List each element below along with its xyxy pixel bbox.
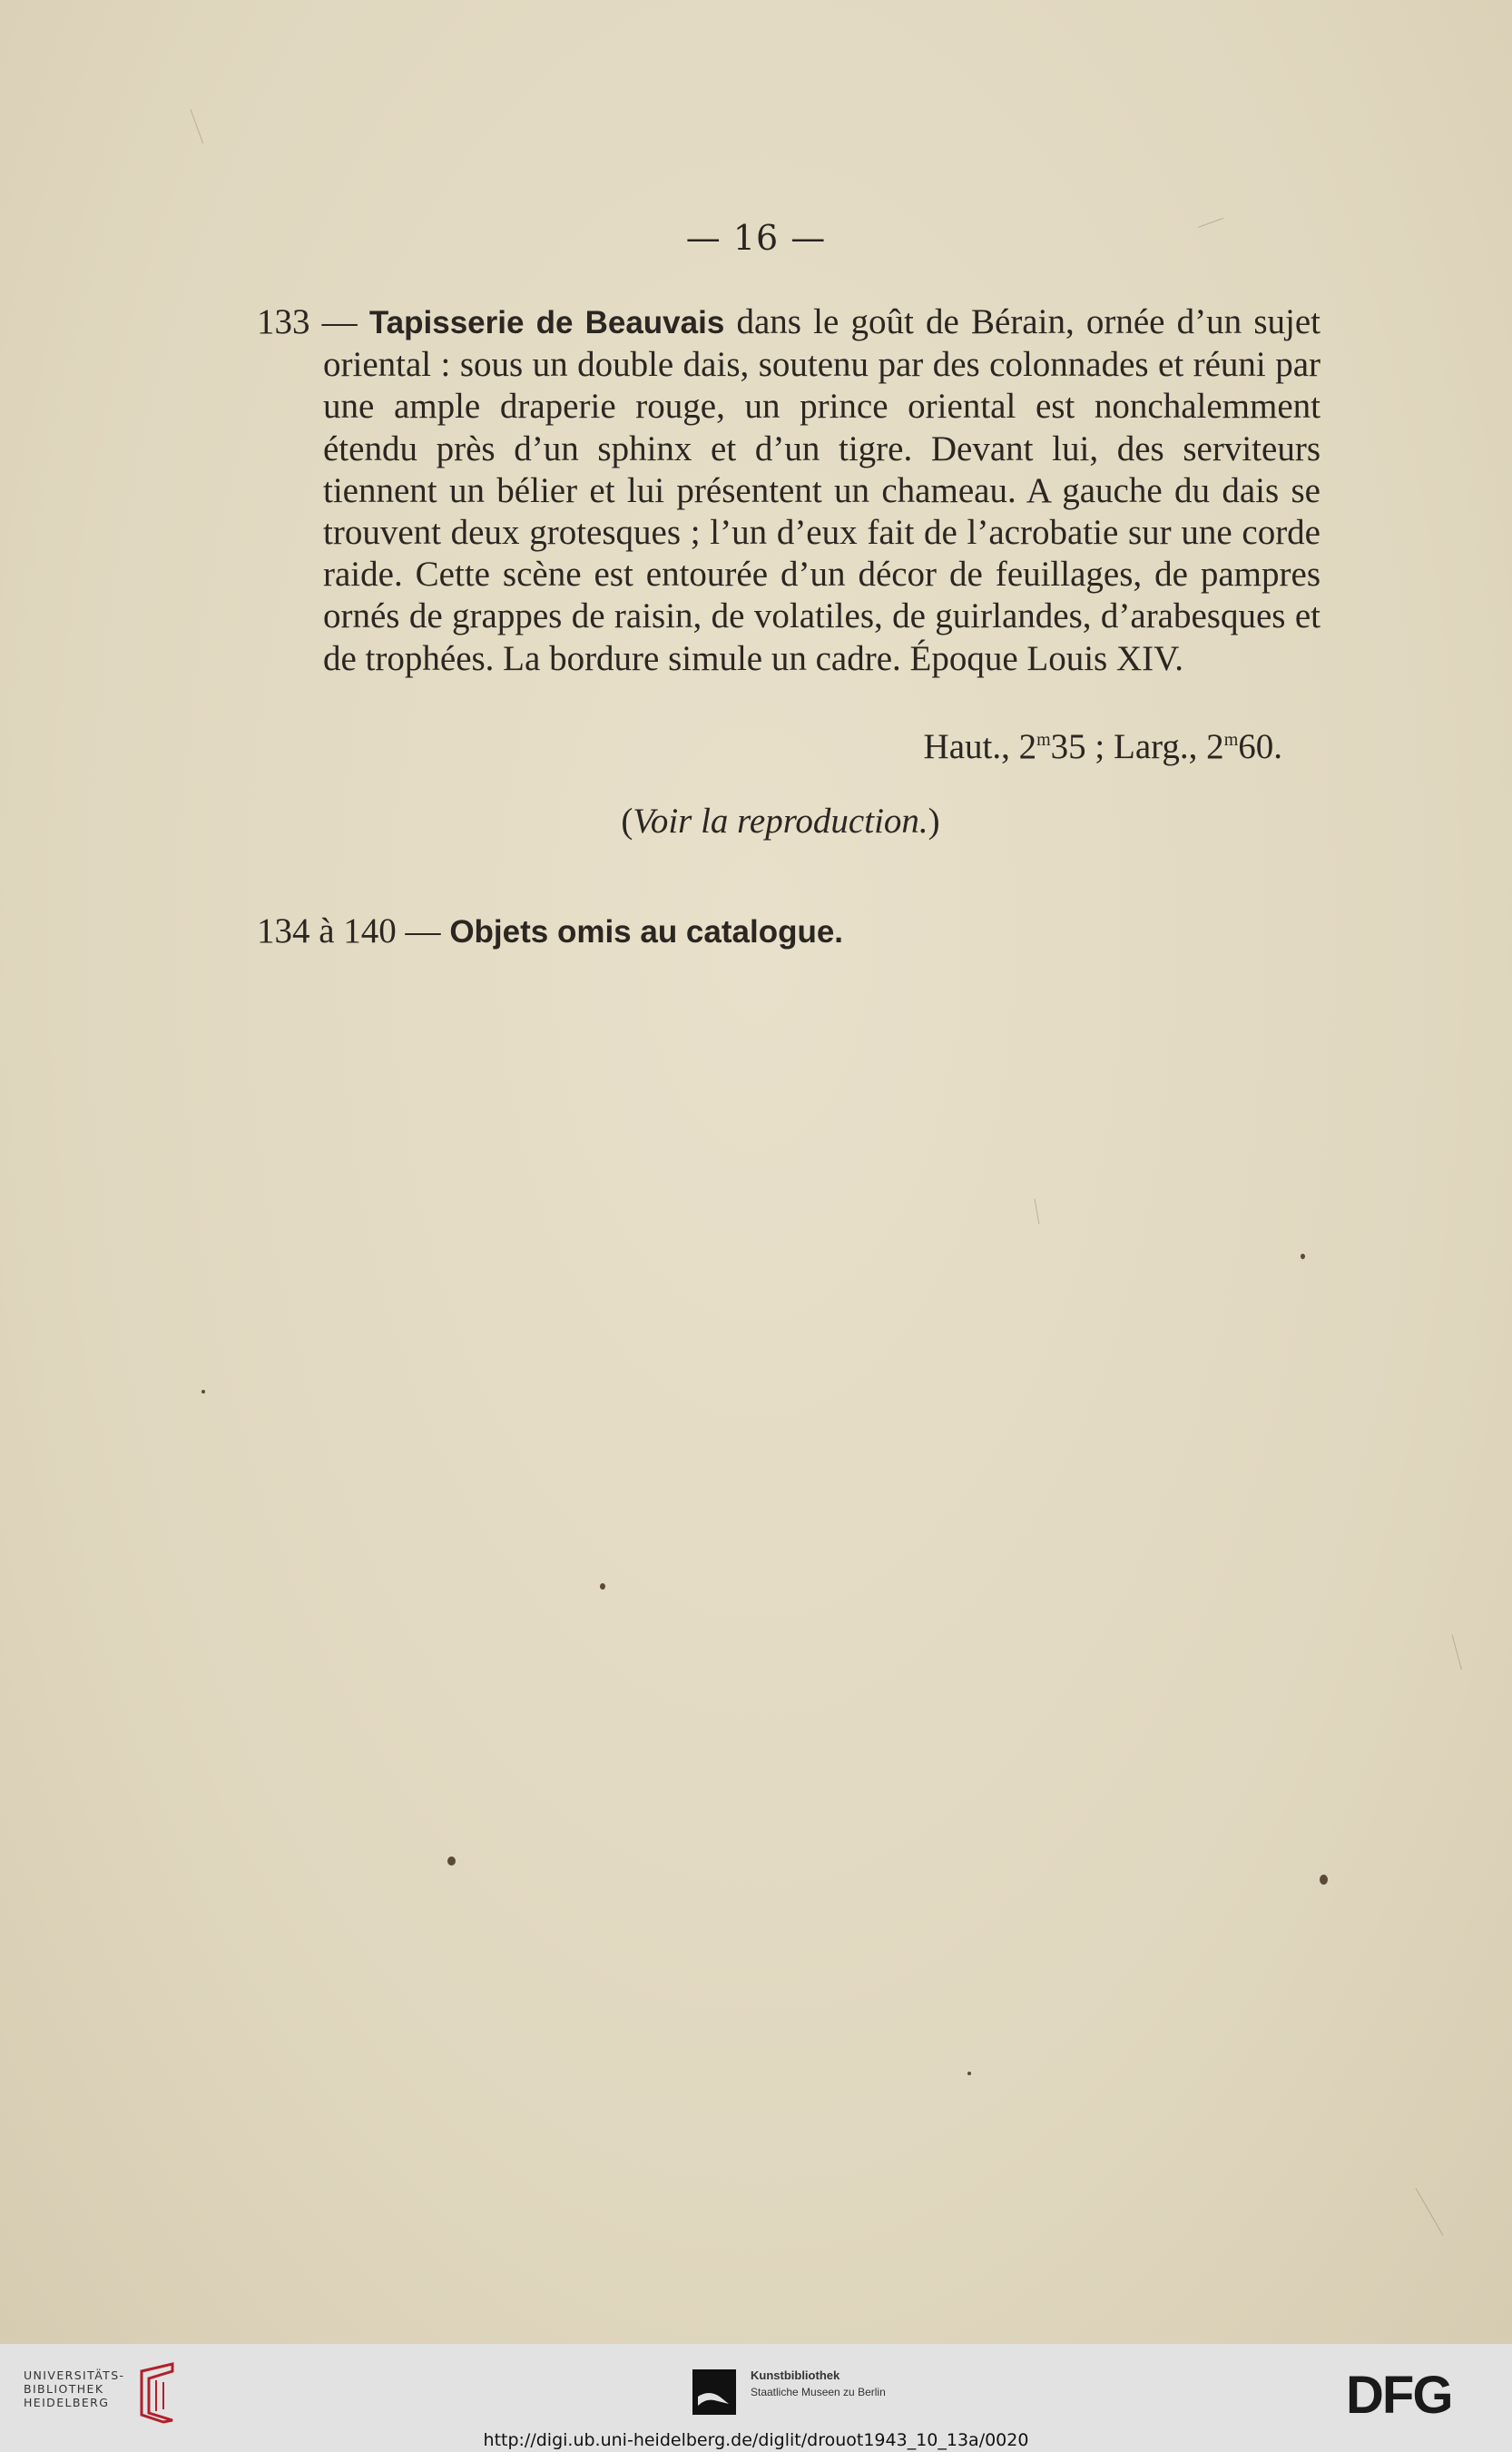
paper-speck	[201, 1390, 205, 1393]
paren-close: )	[928, 802, 940, 841]
entry-description: dans le goût de Bérain, ornée d’un sujet oriental : sous un double dais, soutenu par des colonnades et réuni par une ample draperie rouge, un prince oriental est nonchalemment étendu près d’un sphinx et d’un tigre. Devant lui, des serviteurs tiennent un bélier et lui présentent un chameau. A gauche du dais se trouvent deux grotesques ; l’un d’eux fait de l’acrobatie sur une corde raide. Cette scène est entourée d’un décor de feuillages, de pampres ornés de grappes de raisin, de volatiles, de guirlandes, d’arabesques et de trophées. La bordure simule un cadre. Époque Louis XIV.	[323, 302, 1321, 678]
entry-number: 134 à 140 —	[257, 911, 441, 950]
uni-line: UNIVERSITÄTS-	[24, 2368, 125, 2382]
entry-title: Objets omis au catalogue.	[449, 914, 844, 950]
kunstbibliothek-logo-icon	[692, 2369, 736, 2415]
entry-dimensions	[924, 726, 1282, 767]
entry-number: 133 —	[257, 302, 358, 341]
entry-title: Tapisserie de Beauvais	[368, 305, 725, 340]
university-logo-icon	[136, 2360, 183, 2424]
paper-fiber	[1452, 1634, 1462, 1669]
paper-speck	[967, 2072, 971, 2075]
source-url[interactable]: http://digi.ub.uni-heidelberg.de/diglit/drouot1943_10_13a/0020	[483, 2430, 1029, 2450]
dimension-height-value: 35 ; Larg., 2	[1050, 727, 1224, 766]
dimension-width-value: 60.	[1238, 727, 1282, 766]
kb-name: Kunstbibliothek	[751, 2368, 840, 2382]
paper-speck	[1301, 1254, 1305, 1259]
catalogue-entry-133	[257, 301, 1321, 680]
paper-speck	[447, 1856, 456, 1866]
dimension-unit: m	[1036, 730, 1051, 750]
paper-fiber	[1035, 1198, 1040, 1224]
see-reproduction-note	[0, 801, 1512, 842]
see-reproduction-text: Voir la reproduction.	[633, 802, 928, 841]
dfg-logo: DFG	[1346, 2366, 1452, 2425]
university-library-label	[24, 2368, 124, 2409]
dimension-height-label: Haut., 2	[923, 727, 1037, 766]
page-number: — 16 —	[685, 218, 827, 258]
paper-speck	[600, 1583, 605, 1590]
kunstbibliothek-label	[751, 2368, 886, 2400]
paper-fiber	[1416, 2188, 1444, 2235]
catalogue-entry-134-140	[257, 911, 843, 951]
paren-open: (	[621, 802, 633, 841]
uni-line: HEIDELBERG	[24, 2396, 110, 2409]
kb-subtitle: Staatliche Museen zu Berlin	[751, 2386, 886, 2398]
dimension-unit: m	[1223, 730, 1239, 750]
digitization-footer	[0, 2344, 1512, 2452]
paper-speck	[1320, 1875, 1328, 1885]
uni-line: BIBLIOTHEK	[24, 2382, 104, 2396]
paper-fiber	[191, 109, 204, 143]
